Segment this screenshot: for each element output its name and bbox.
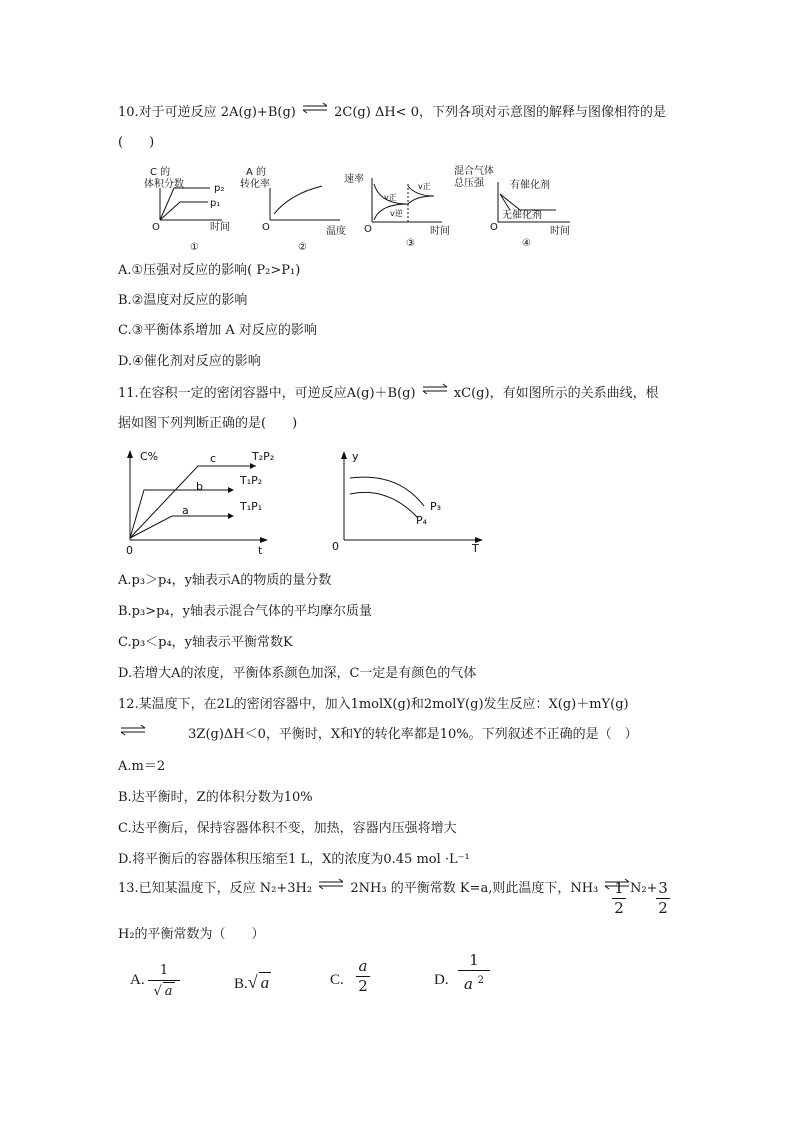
q12-option-a: A.m＝2	[118, 759, 166, 774]
q11-right-figure	[332, 450, 483, 555]
q11-fig-p4: P₄	[416, 514, 428, 527]
fig2-xlabel: 温度	[326, 226, 346, 237]
fig4-num: ④	[522, 238, 531, 249]
fig2-ylabel1: A 的	[246, 167, 267, 178]
fig4-ylabel2: 总压强	[454, 178, 484, 189]
q13-frac2: 3 2	[656, 880, 670, 917]
fig3-v-right: v正	[418, 182, 431, 191]
fig1-xlabel: 时间	[210, 222, 230, 233]
q12-stem1: 12.某温度下，在2L的密闭容器中，加入1molX(g)和2molY(g)发生反应：X(g)＋mY(g)	[118, 697, 629, 712]
q13-option-d: 1 a $^2$	[458, 952, 490, 993]
q13-option-a: 1 √ a	[148, 962, 180, 1000]
fig3-v-top: v正	[384, 193, 397, 202]
fig4-ylabel1: 混合气体	[454, 166, 494, 177]
q11-stem2: 据如图下列判断正确的是( )	[118, 416, 298, 431]
q13-stem: 13.已知某温度下，反应 N₂+3H₂ 2NH₃ 的平衡常数 K=a,则此温度下，NH₃	[118, 880, 632, 898]
q10-option-a: A.①压强对反应的影响( P₂>P₁)	[118, 263, 301, 278]
q12-option-c: C.达平衡后，保持容器体积不变，加热，容器内压强将增大	[118, 821, 457, 836]
q11-option-d: D.若增大A的浓度，平衡体系颜色加深，C一定是有颜色的气体	[118, 666, 477, 681]
fig4-origin: O	[490, 222, 498, 233]
q13-option-b: B.√ a	[234, 972, 270, 992]
q13-option-d-label: D.	[434, 972, 449, 988]
fig1-ylabel1: C 的	[150, 167, 171, 178]
figure-4	[454, 164, 570, 249]
q11-figures	[118, 446, 498, 558]
q11-option-b: B.p₃>p₄，y轴表示混合气体的平均摩尔质量	[118, 604, 372, 619]
fig3-xlabel: 时间	[430, 226, 450, 237]
equilibrium-arrow-icon	[420, 384, 450, 394]
fig4-with-cat: 有催化剂	[510, 180, 550, 191]
q11-fig-xlabel-r: T	[472, 542, 479, 555]
q11-option-c: C.p₃＜p₄，y轴表示平衡常数K	[118, 635, 293, 650]
q11-fig-origin: 0	[126, 544, 133, 557]
fig4-no-cat: 无催化剂	[502, 210, 542, 221]
equilibrium-arrow-icon	[118, 725, 148, 735]
q10-option-c: C.③平衡体系增加 A 对反应的影响	[118, 323, 317, 338]
figure-2	[240, 166, 346, 253]
axis-arrow-icon	[341, 451, 347, 459]
q11-fig-b: b	[196, 480, 203, 493]
q11-option-a: A.p₃＞p₄，y轴表示A的物质的量分数	[118, 573, 332, 588]
fig1-ylabel2: 体积分数	[144, 179, 184, 190]
q11-left-figure	[126, 450, 274, 557]
q11-fig-xlabel: t	[258, 544, 263, 557]
figure-1	[144, 166, 230, 253]
q11-fig-t1p2: T₁P₂	[240, 474, 263, 487]
q13-option-c: a 2	[356, 958, 370, 995]
q11-stem: 11.在容积一定的密闭容器中，可逆反应A(g)＋B(g) xC(g)，有如图所示的关系曲线，根	[118, 386, 659, 401]
q11-fig-c: c	[210, 452, 217, 465]
q13-stem2: H₂的平衡常数为（ ）	[118, 927, 265, 942]
fig1-origin: O	[152, 222, 160, 233]
q10-figures	[144, 164, 680, 256]
q11-fig-p3: P₃	[430, 500, 442, 513]
q10-option-d: D.④催化剂对反应的影响	[118, 354, 261, 369]
q11-fig-a: a	[182, 504, 189, 517]
q11-fig-origin-r: 0	[332, 540, 339, 553]
fig1-p2: p₂	[214, 183, 225, 194]
fig3-origin: O	[364, 224, 372, 235]
q12-stem2: 3Z(g)ΔH＜0，平衡时，X和Y的转化率都是10%。下列叙述不正确的是（ ）	[118, 726, 638, 744]
q11-fig-t1p1: T₁P₁	[240, 500, 263, 513]
fig4-xlabel: 时间	[550, 226, 570, 237]
fig2-num: ②	[298, 242, 307, 253]
equilibrium-arrow-icon	[316, 879, 346, 889]
q10-paren: ( )	[118, 135, 155, 150]
q11-fig-ylabel: C%	[140, 450, 159, 463]
fig2-origin: O	[262, 222, 270, 233]
q13-n2: N₂+	[630, 881, 658, 896]
fig1-p1: p₁	[210, 198, 221, 209]
fig3-num: ③	[406, 238, 415, 249]
fig3-ylabel: 速率	[344, 174, 364, 185]
q13-option-a-label: A.	[130, 972, 145, 988]
q10-stem: 10.对于可逆反应 2A(g)+B(g) 2C(g) ΔH< 0，下列各项对示意图的解释与图像相符的是	[118, 105, 666, 120]
q12-option-b: B.达平衡时，Z的体积分数为10%	[118, 790, 313, 805]
q12-option-d: D.将平衡后的容器体积压缩至1 L，X的浓度为0.45 mol ·L⁻¹	[118, 852, 470, 867]
q13-frac1: 1 2	[612, 880, 626, 917]
q11-fig-t2p2: T₂P₂	[252, 450, 275, 463]
fig2-ylabel2: 转化率	[240, 179, 270, 190]
axis-arrow-icon	[127, 450, 133, 458]
figure-3	[344, 172, 450, 249]
axis-arrow-icon	[260, 537, 268, 543]
q13-option-c-label: C.	[330, 972, 344, 988]
q11-fig-y: y	[352, 450, 359, 463]
q10-option-b: B.②温度对反应的影响	[118, 293, 248, 308]
fig1-num: ①	[190, 242, 199, 253]
fig3-v-low: v逆	[390, 209, 403, 218]
equilibrium-arrow-icon	[300, 103, 330, 113]
